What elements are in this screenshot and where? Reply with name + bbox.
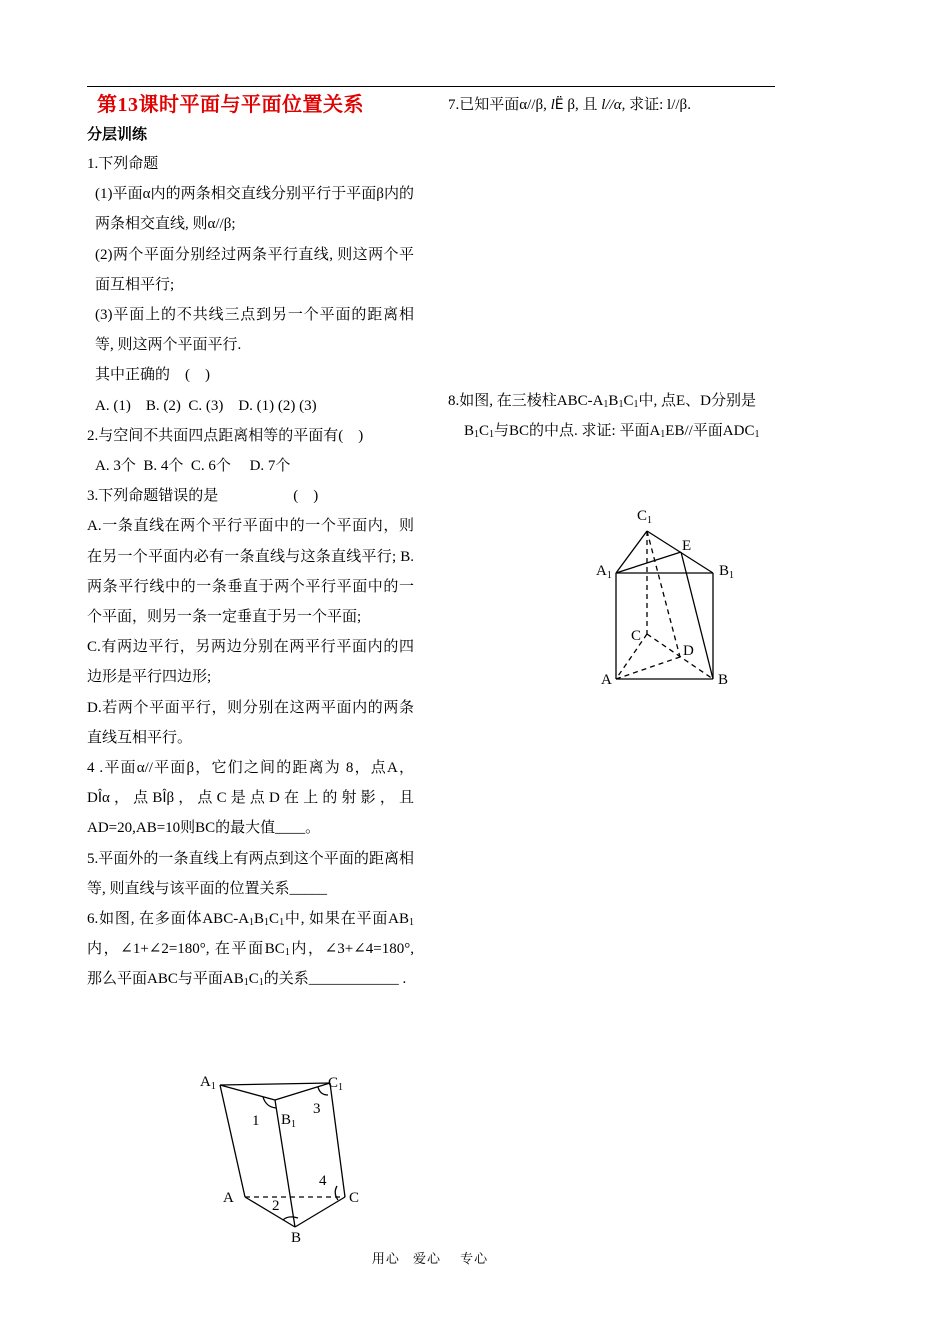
header-rule	[87, 86, 775, 87]
edge-ab	[245, 1197, 295, 1227]
label-angle-1: 1	[252, 1113, 260, 1129]
label-b: B	[718, 672, 729, 688]
page-title: 第13课时平面与平面位置关系	[97, 94, 364, 116]
label-b1: $B_1$	[719, 563, 735, 581]
element-of-symbol: Î	[97, 790, 102, 807]
q5-text: 5.平面外的一条直线上有两点到这个平面的距离相等, 则直线与该平面的位置关系_____	[87, 850, 414, 897]
edge-bc	[295, 1197, 345, 1227]
edge-b1c1	[275, 1083, 330, 1100]
q2-stem: 2.与空间不共面四点距离相等的平面有( )	[87, 427, 364, 444]
label-angle-4: 4	[319, 1173, 327, 1189]
label-a: A	[601, 672, 612, 688]
label-b1: $B_1$	[281, 1112, 297, 1130]
label-c1: $C_1$	[328, 1075, 344, 1093]
q3-option-c: C.有两边平行，另两边分别在两平行平面内的四边形是平行四边形;	[87, 639, 414, 686]
label-a1: $A_1$	[596, 563, 612, 581]
q1-statement-1: (1)平面α内的两条相交直线分别平行于平面β内的两条相交直线, 则α//β;	[95, 186, 414, 233]
q1-statement-3: (3)平面上的不共线三点到另一个平面的距离相等, 则这两个平面平行.	[95, 307, 414, 354]
polyhedron-figure	[190, 1065, 380, 1250]
q3-stem: 3.下列命题错误的是 ( )	[87, 488, 319, 505]
q4-text: 4 .平面α//平面β，它们之间的距离为 8，点A，DÎα，点BÎβ，点C是点D在上的射影，且AD=20,AB=10则BC的最大值____。	[87, 760, 414, 837]
label-d: D	[683, 643, 694, 659]
angle-3-arc	[318, 1087, 328, 1095]
q1-statement-2: (2)两个平面分别经过两条平行直线, 则这两个平面互相平行;	[95, 246, 414, 293]
edge-ad-hidden	[616, 657, 680, 679]
label-b: B	[291, 1230, 302, 1246]
prism-figure	[595, 502, 755, 697]
edge-a1b1	[220, 1085, 275, 1100]
edge-a1e	[616, 552, 681, 573]
not-subset-symbol: Ë	[554, 97, 564, 113]
q6-text: 6.如图, 在多面体ABC-$A_1B_1C_1$中, 如果在平面$AB_1$内，∠1+∠2=180°, 在平面$BC_1$内，∠3+∠4=180°, 那么平面ABC与平面$AB_1C_1$的关系____________ .	[87, 911, 415, 989]
edge-a1c1	[616, 531, 647, 573]
edge-a1a	[220, 1085, 245, 1197]
label-e: E	[682, 538, 692, 554]
label-a: A	[223, 1190, 234, 1206]
footer-text-1: 用心	[371, 1252, 400, 1267]
edge-c1d-hidden	[647, 531, 680, 657]
label-angle-2: 2	[272, 1198, 280, 1214]
section-heading: 分层训练	[87, 127, 148, 143]
q2-options: A. 3个 B. 4个 C. 6个 D. 7个	[95, 458, 291, 475]
edge-a1c1	[220, 1083, 330, 1085]
q1-stem: 1.下列命题	[87, 156, 159, 172]
q3-option-d: D.若两个平面平行，则分别在这两平面内的两条直线互相平行。	[87, 699, 414, 746]
q3-option-ab: A.一条直线在两个平行平面中的一个平面内，则在另一个平面内必有一条直线与这条直线平行; B.两条平行线中的一条垂直于两个平行平面中的一个平面，则另一条一定垂直于另一个平面;	[87, 518, 414, 626]
element-of-symbol: Î	[162, 790, 167, 807]
label-angle-3: 3	[313, 1101, 321, 1117]
q1-options: A. (1) B. (2) C. (3) D. (1) (2) (3)	[95, 397, 317, 414]
right-column	[448, 89, 776, 446]
edge-c1c	[330, 1083, 345, 1197]
label-c: C	[631, 628, 642, 644]
angle-2-arc	[283, 1217, 298, 1220]
label-c: C	[349, 1190, 360, 1206]
label-a1: $A_1$	[200, 1074, 216, 1092]
q7-text: 7.已知平面α//β, lË β, 且 l//α, 求证: l//β.	[448, 97, 691, 113]
q1-ask: 其中正确的 ( )	[95, 367, 210, 384]
left-column	[87, 89, 414, 995]
page-footer	[0, 1248, 860, 1267]
q8-text: 8.如图, 在三棱柱ABC-$A_1B_1C_1$中, 点E、D分别是$B_1C_1$与BC的中点. 求证: 平面$A_1EB//$平面$ADC_1$	[448, 393, 760, 441]
label-c1: $C_1$	[637, 508, 653, 526]
footer-text-3: 专心	[460, 1252, 489, 1267]
footer-text-2: 爱心	[412, 1252, 441, 1267]
angle-4-arc	[335, 1186, 338, 1200]
